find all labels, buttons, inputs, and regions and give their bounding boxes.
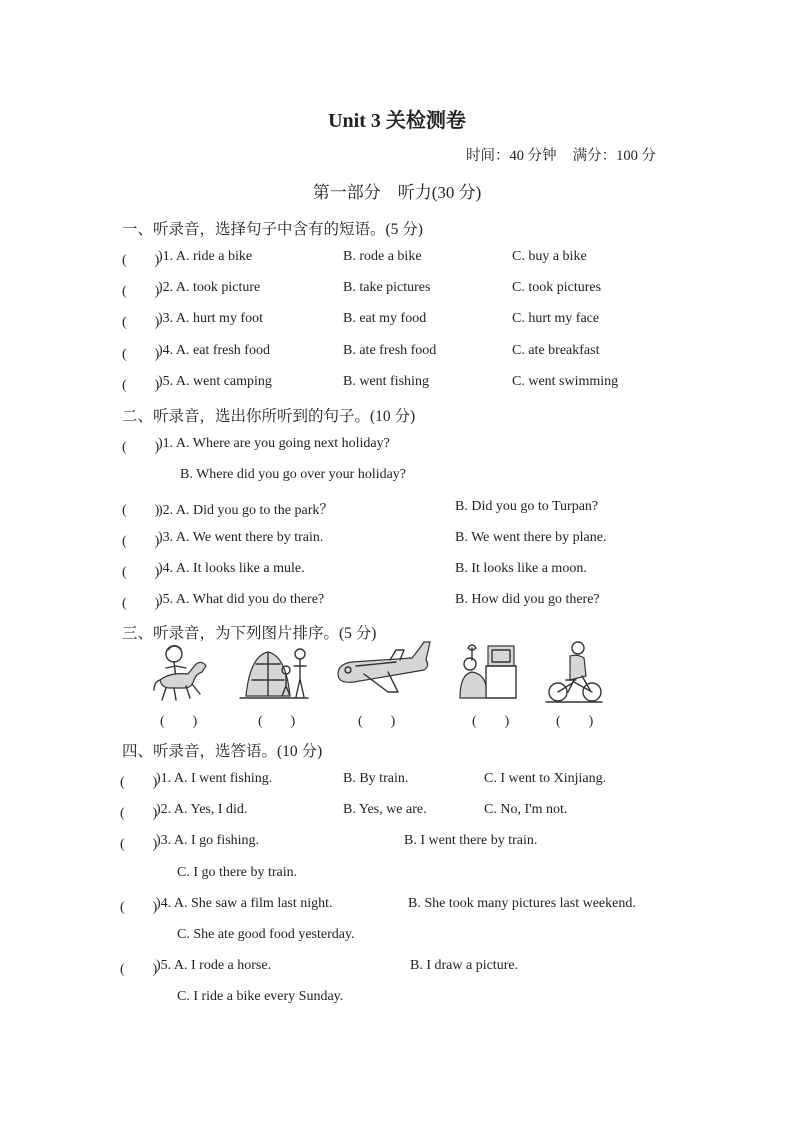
boy-riding-horse-picture [152,640,214,704]
option-a: )2. A. Yes, I did. [156,802,248,817]
answer-bracket[interactable]: ( ) [120,962,158,977]
question-row [0,280,794,300]
picture-row [0,640,794,706]
option-a: )3. A. I go fishing. [156,833,260,848]
option-b: B. eat my food [343,311,427,326]
option-b: B. It looks like a moon. [455,561,587,576]
option-b: B. went fishing [343,374,429,389]
answer-bracket[interactable]: ( ) [122,565,160,580]
question-row [0,592,794,612]
option-b: B. How did you go there? [455,592,600,607]
question-row-continued [0,467,794,487]
option-c: C. hurt my face [512,311,600,326]
answer-bracket[interactable]: ( ) [120,806,158,821]
answer-bracket[interactable]: ( ) [122,253,160,268]
question-row [0,530,794,550]
option-c: C. No, I'm not. [484,802,568,817]
answer-bracket[interactable]: ( ) [122,378,160,393]
option-b: B. ate fresh food [343,343,437,358]
answer-bracket[interactable]: ( ) [122,315,160,330]
option-c: C. I ride a bike every Sunday. [177,989,344,1004]
section-1-heading: 一、听录音，选择句子中含有的短语。(5 分) [122,221,423,238]
section-4-heading: 四、听录音，选答语。(10 分) [122,743,323,760]
question-row [0,958,794,978]
option-c: C. took pictures [512,280,602,295]
option-b: B. rode a bike [343,249,422,264]
answer-bracket[interactable]: ( ) [120,775,158,790]
section-2-heading: 二、听录音，选出你所听到的句子。(10 分) [122,408,416,425]
question-row [0,499,794,519]
option-a: )1. A. ride a bike [158,249,253,264]
option-c: C. buy a bike [512,249,587,264]
man-riding-bike-picture [544,640,604,704]
option-a: )1. A. Where are you going next holiday? [158,436,390,451]
option-a: )4. A. She saw a film last night. [156,896,333,911]
option-a: )1. A. I went fishing. [156,771,273,786]
exam-meta [466,144,656,165]
watching-tv-picture [456,640,520,704]
picture-answer-bracket[interactable]: ( ) [358,714,396,729]
question-row [0,374,794,394]
option-c: C. ate breakfast [512,343,600,358]
option-a: )2. A. Did you go to the park？ [158,503,334,518]
option-a: )2. A. took picture [158,280,261,295]
total-score: 满分：100 分 [572,148,656,164]
question-row [0,436,794,456]
picture-answer-bracket[interactable]: ( ) [160,714,198,729]
option-a: )4. A. It looks like a mule. [158,561,305,576]
option-b: B. take pictures [343,280,431,295]
option-b: B. I went there by train. [404,833,538,848]
option-a: )5. A. went camping [158,374,272,389]
option-a: )4. A. eat fresh food [158,343,270,358]
family-camping-picture [238,640,310,704]
answer-bracket[interactable]: ( ) [120,900,158,915]
option-a: )3. A. We went there by train. [158,530,324,545]
time-limit: 时间：40 分钟 [466,148,557,164]
option-c: C. I went to Xinjiang. [484,771,607,786]
question-row-continued [0,865,794,885]
option-b: B. By train. [343,771,409,786]
picture-answer-bracket[interactable]: ( ) [472,714,510,729]
answer-bracket[interactable]: ( ) [122,347,160,362]
question-row [0,833,794,853]
question-row [0,561,794,581]
answer-bracket[interactable]: ( ) [122,503,160,518]
question-row [0,311,794,331]
question-row [0,896,794,916]
page-title: Unit 3 关检测卷 [328,110,466,132]
option-b: B. Did you go to Turpan? [455,499,599,514]
option-a: )5. A. I rode a horse. [156,958,272,973]
option-b: B. Yes, we are. [343,802,427,817]
option-b: B. We went there by plane. [455,530,607,545]
question-row [0,802,794,822]
answer-bracket[interactable]: ( ) [122,284,160,299]
option-b: B. I draw a picture. [410,958,519,973]
option-b: B. She took many pictures last weekend. [408,896,636,911]
question-row-continued [0,989,794,1009]
option-c: C. went swimming [512,374,619,389]
answer-bracket[interactable]: ( ) [122,596,160,611]
option-a: )5. A. What did you do there? [158,592,325,607]
question-row-continued [0,927,794,947]
answer-bracket[interactable]: ( ) [122,440,160,455]
option-c: C. I go there by train. [177,865,298,880]
picture-answer-bracket[interactable]: ( ) [556,714,594,729]
question-row [0,771,794,791]
option-c: C. She ate good food yesterday. [177,927,355,942]
answer-bracket[interactable]: ( ) [120,837,158,852]
question-row [0,343,794,363]
section-3-heading: 三、听录音，为下列图片排序。(5 分) [122,625,377,642]
option-b: B. Where did you go over your holiday? [180,467,407,482]
picture-answer-bracket[interactable]: ( ) [258,714,296,729]
part-heading: 第一部分 听力(30 分) [312,183,482,202]
answer-bracket[interactable]: ( ) [122,534,160,549]
airplane-picture [334,640,432,700]
question-row [0,249,794,269]
option-a: )3. A. hurt my foot [158,311,263,326]
